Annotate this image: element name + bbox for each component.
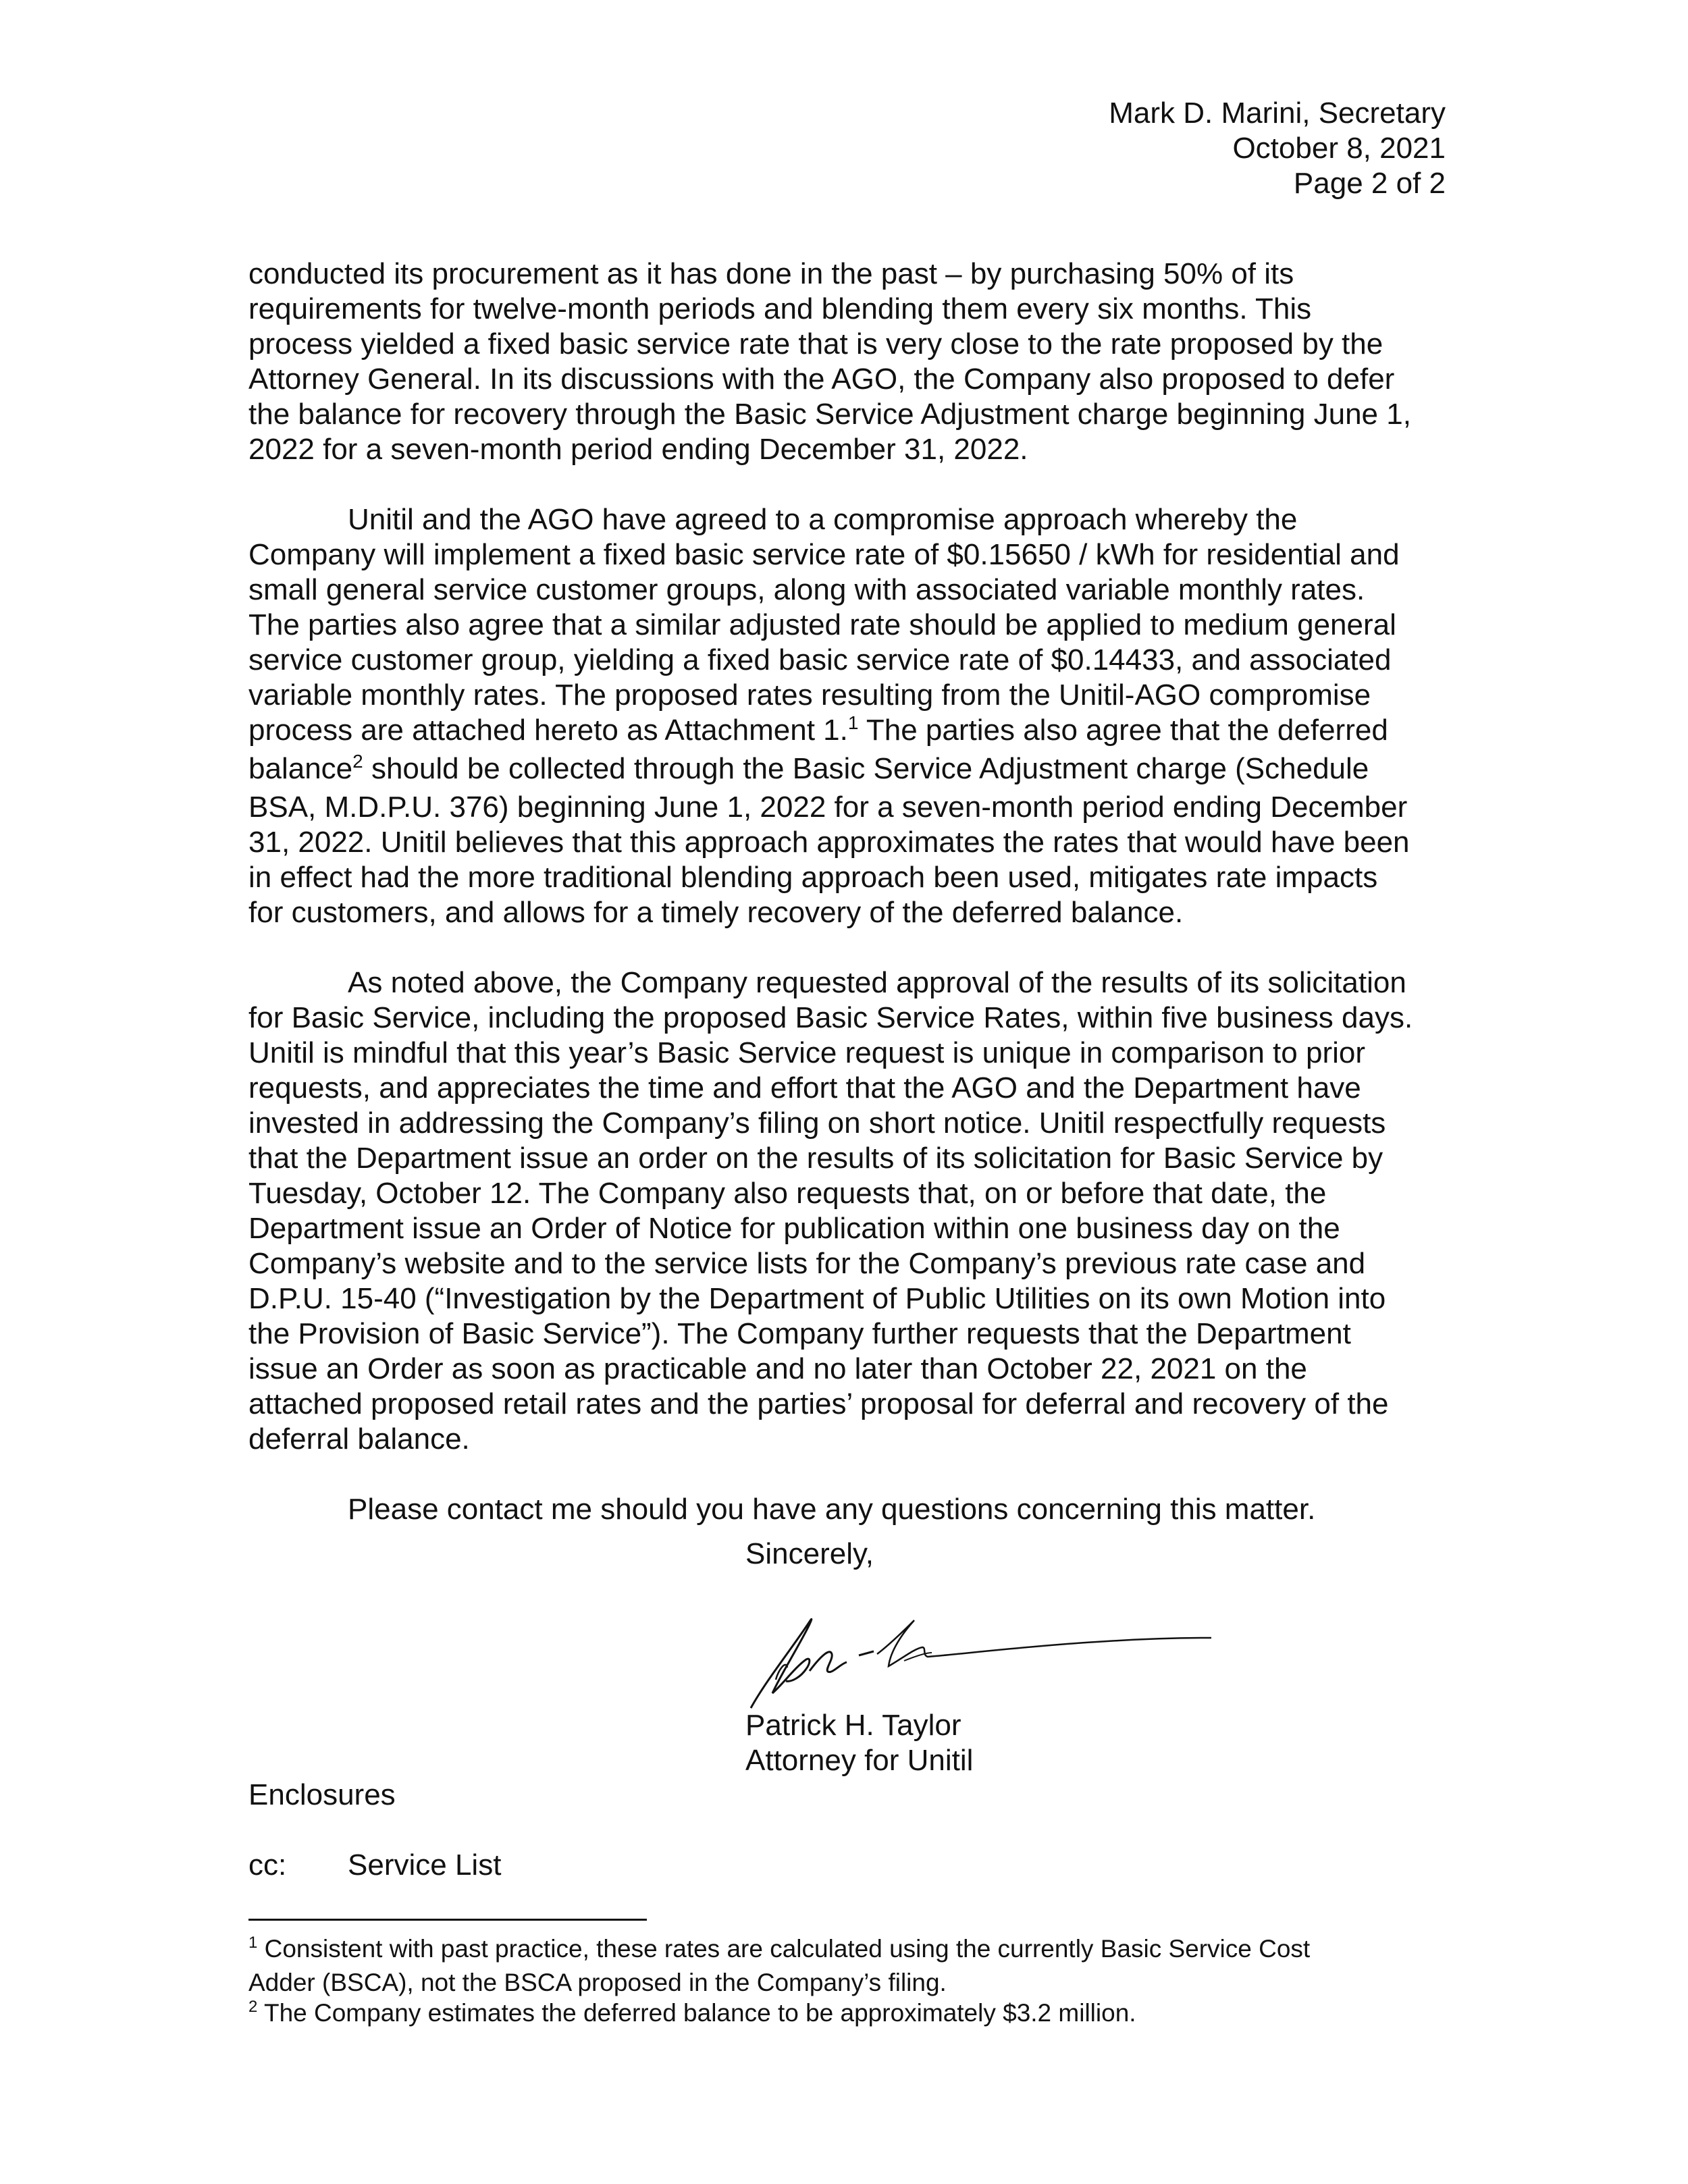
text-segment: should be collected through the Basic Service Adjustment charge (Schedule bbox=[363, 752, 1369, 785]
paragraph-1 bbox=[248, 257, 1454, 467]
footnote-mark-2: 2 bbox=[248, 1998, 258, 2016]
signer-block bbox=[745, 1708, 973, 1778]
text-line: that the Department issue an order on the results of its solicitation for Basic Service by bbox=[248, 1142, 1383, 1175]
text-line: deferral balance. bbox=[248, 1422, 470, 1456]
text-line: attached proposed retail rates and the parties’ proposal for deferral and recovery of the bbox=[248, 1387, 1389, 1420]
text-segment: balance bbox=[248, 752, 353, 785]
text-line: variable monthly rates. The proposed rates resulting from the Unitil-AGO compromise bbox=[248, 678, 1371, 712]
closing-salutation: Sincerely, bbox=[745, 1537, 874, 1570]
text-line: for Basic Service, including the proposed Basic Service Rates, within five business days. bbox=[248, 1001, 1413, 1034]
text-line: As noted above, the Company requested approval of the results of its solicitation bbox=[348, 966, 1406, 999]
footnote-1 bbox=[248, 1934, 1454, 1967]
enclosures-label: Enclosures bbox=[248, 1778, 396, 1811]
footnote-text: The Company estimates the deferred balance to be approximately $3.2 million. bbox=[257, 1999, 1136, 2027]
header-recipient: Mark D. Marini, Secretary bbox=[1109, 97, 1446, 130]
text-line: Company will implement a fixed basic service rate of $0.15650 / kWh for residential and bbox=[248, 538, 1400, 571]
text-line: the balance for recovery through the Basic Service Adjustment charge beginning June 1, bbox=[248, 398, 1411, 431]
footnote-text: Consistent with past practice, these rates are calculated using the currently Basic Service Cost bbox=[257, 1935, 1311, 1963]
footnote-ref-1: 1 bbox=[847, 712, 859, 733]
footnotes bbox=[248, 1934, 1454, 2031]
text-line: invested in addressing the Company’s filing on short notice. Unitil respectfully requests bbox=[248, 1107, 1386, 1140]
text-line: for customers, and allows for a timely recovery of the deferred balance. bbox=[248, 896, 1184, 929]
text-line: requests, and appreciates the time and effort that the AGO and the Department have bbox=[248, 1071, 1361, 1104]
page-header bbox=[770, 96, 1446, 201]
text-segment: The parties also agree that the deferred bbox=[858, 714, 1388, 747]
footnote-mark-1: 1 bbox=[248, 1934, 258, 1952]
footnote-ref-2: 2 bbox=[352, 751, 363, 772]
text-line: in effect had the more traditional blending approach been used, mitigates rate impacts bbox=[248, 861, 1378, 894]
text-line: BSA, M.D.P.U. 376) beginning June 1, 2022 for a seven-month period ending December bbox=[248, 791, 1408, 824]
footnote-2 bbox=[248, 1998, 1454, 2031]
text-line: 2022 for a seven-month period ending December 31, 2022. bbox=[248, 433, 1028, 466]
text-line: Department issue an Order of Notice for publication within one business day on the bbox=[248, 1212, 1340, 1245]
text-line: service customer group, yielding a fixed basic service rate of $0.14433, and associated bbox=[248, 643, 1392, 676]
text-line: Unitil and the AGO have agreed to a compromise approach whereby the bbox=[348, 503, 1298, 536]
text-line: Please contact me should you have any questions concerning this matter. bbox=[348, 1493, 1316, 1526]
text-line: Attorney General. In its discussions with the AGO, the Company also proposed to defer bbox=[248, 363, 1395, 396]
text-line: Company’s website and to the service lists for the Company’s previous rate case and bbox=[248, 1247, 1366, 1280]
header-page-number: Page 2 of 2 bbox=[1293, 167, 1446, 200]
text-line: Unitil is mindful that this year’s Basic Service request is unique in comparison to prior bbox=[248, 1036, 1365, 1069]
text-line bbox=[248, 751, 1454, 790]
signature-image bbox=[745, 1607, 1218, 1715]
text-line: requirements for twelve-month periods and blending them every six months. This bbox=[248, 292, 1312, 325]
signer-name: Patrick H. Taylor bbox=[745, 1709, 961, 1742]
cc-line bbox=[248, 1848, 501, 1883]
footnote-1-continuation: Adder (BSCA), not the BSCA proposed in the Company’s filing. bbox=[248, 1969, 947, 1996]
text-line: 31, 2022. Unitil believes that this approach approximates the rates that would have been bbox=[248, 826, 1410, 859]
text-line: Tuesday, October 12. The Company also requests that, on or before that date, the bbox=[248, 1177, 1327, 1210]
text-line: The parties also agree that a similar adjusted rate should be applied to medium general bbox=[248, 608, 1396, 641]
cc-value: Service List bbox=[348, 1848, 502, 1882]
cc-label: cc: bbox=[248, 1848, 287, 1882]
footnote-divider bbox=[248, 1919, 647, 1921]
letter-body bbox=[248, 257, 1454, 1562]
text-segment: process are attached hereto as Attachment 1. bbox=[248, 714, 848, 747]
paragraph-3 bbox=[248, 965, 1454, 1457]
paragraph-2 bbox=[248, 502, 1454, 930]
text-line: the Provision of Basic Service”). The Company further requests that the Department bbox=[248, 1317, 1351, 1350]
text-line: process yielded a fixed basic service rate that is very close to the rate proposed by the bbox=[248, 327, 1383, 361]
text-line: conducted its procurement as it has done in the past – by purchasing 50% of its bbox=[248, 257, 1294, 290]
text-line: issue an Order as soon as practicable and no later than October 22, 2021 on the bbox=[248, 1352, 1307, 1385]
paragraph-4 bbox=[248, 1492, 1454, 1527]
signer-title: Attorney for Unitil bbox=[745, 1744, 974, 1777]
text-line: small general service customer groups, along with associated variable monthly rates. bbox=[248, 573, 1365, 606]
text-line: D.P.U. 15-40 (“Investigation by the Department of Public Utilities on its own Motion into bbox=[248, 1282, 1386, 1315]
header-date: October 8, 2021 bbox=[1232, 132, 1446, 165]
text-line bbox=[248, 713, 1454, 751]
